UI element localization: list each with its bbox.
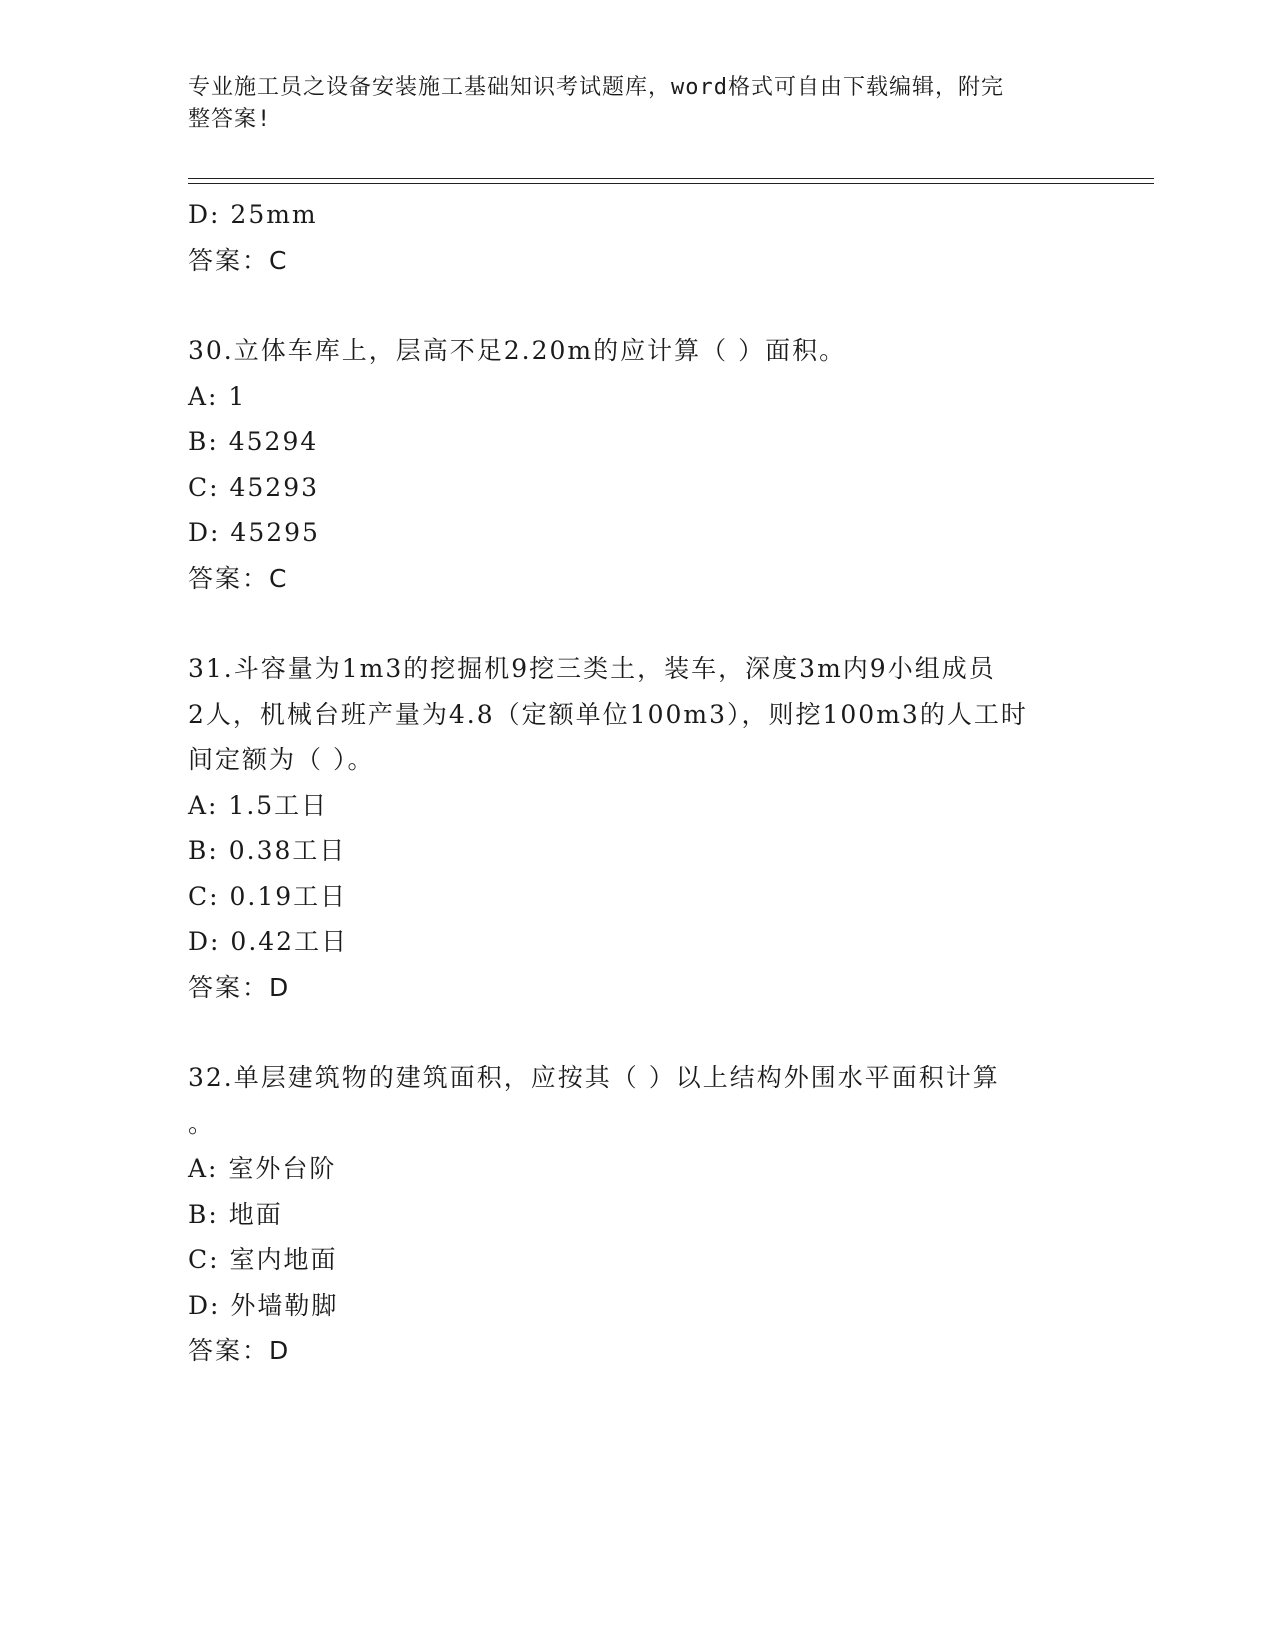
question-32-option-c: C: 室内地面 [188, 1245, 338, 1274]
question-32-option-a: A: 室外台阶 [188, 1154, 337, 1183]
header-divider-top [188, 178, 1154, 179]
question-31-stem-line-2: 2人，机械台班产量为4.8（定额单位100m3），则挖100m3的人工时 [188, 699, 1028, 729]
question-32-option-b: B: 地面 [188, 1199, 283, 1229]
question-32-stem-line-2: 。 [188, 1108, 216, 1138]
spacer [188, 283, 1068, 328]
page-header [188, 72, 1068, 136]
question-30-answer: 答案：C [188, 563, 289, 593]
header-divider-bottom [188, 183, 1154, 184]
question-30-stem: 30.立体车库上，层高不足2.20m的应计算（ ）面积。 [188, 336, 847, 365]
question-31-option-a: A: 1.5工日 [188, 790, 329, 820]
spacer [188, 601, 1068, 646]
question-30-option-a: A: 1 [188, 381, 247, 411]
spacer [188, 1010, 1068, 1055]
question-31-option-b: B: 0.38工日 [188, 836, 347, 865]
prev-question-option-d: D: 25mm [188, 200, 318, 229]
header-title-line-1: 专业施工员之设备安装施工基础知识考试题库，word格式可自由下载编辑，附完 [188, 75, 1004, 100]
question-content [188, 192, 1068, 1374]
question-31-answer: 答案：D [188, 972, 291, 1002]
question-30-option-d: D: 45295 [188, 518, 320, 547]
question-31-stem-line-3: 间定额为（ ）。 [188, 745, 375, 774]
header-title-line-2: 整答案! [188, 107, 272, 132]
question-32-option-d: D: 外墙勒脚 [188, 1290, 339, 1320]
question-31-stem-line-1: 31.斗容量为1m3的挖掘机9挖三类土，装车，深度3m内9小组成员 [188, 654, 996, 683]
prev-question-answer: 答案：C [188, 245, 289, 275]
question-31-option-d: D: 0.42工日 [188, 927, 349, 956]
question-32-answer: 答案：D [188, 1336, 291, 1365]
question-32-stem-line-1: 32.单层建筑物的建筑面积，应按其（ ）以上结构外围水平面积计算 [188, 1063, 1000, 1092]
question-30-option-b: B: 45294 [188, 427, 319, 456]
question-30-option-c: C: 45293 [188, 472, 320, 502]
question-31-option-c: C: 0.19工日 [188, 881, 348, 911]
